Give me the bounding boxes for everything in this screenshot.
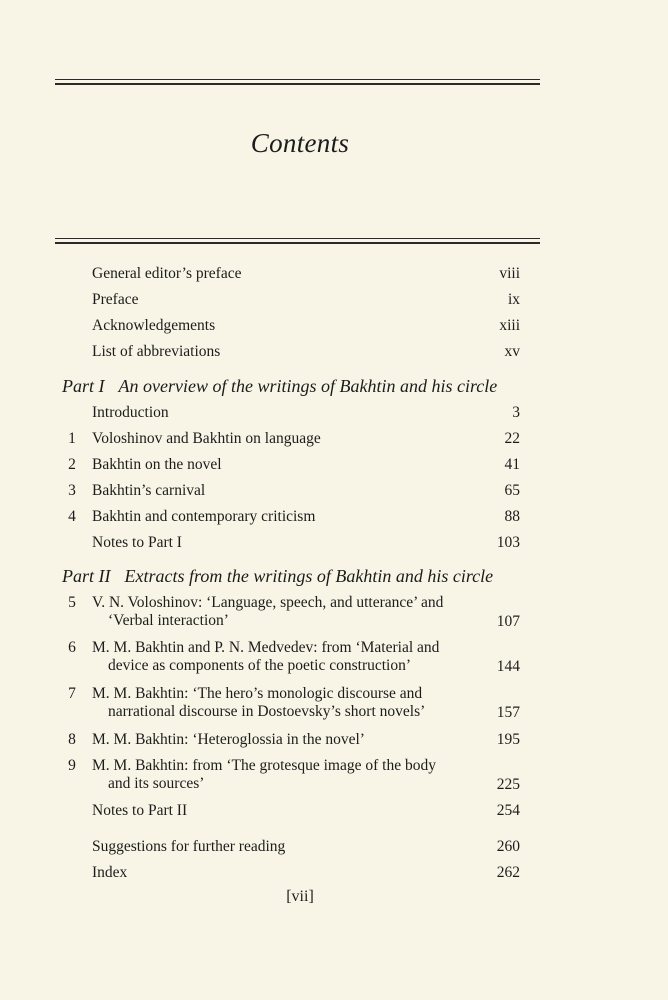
rule-line (55, 242, 540, 244)
entry-page: 144 (496, 658, 520, 675)
chapter-number: 1 (68, 430, 76, 447)
entry-page: 103 (496, 534, 520, 551)
part-heading-1 (62, 376, 497, 396)
entry-page: ix (507, 291, 520, 308)
entry-page: 65 (504, 482, 520, 499)
entry-title-line: M. M. Bakhtin: ‘The hero’s monologic discourse and (92, 685, 423, 702)
entry-page: 262 (496, 864, 520, 881)
chapter-number: 6 (68, 639, 76, 656)
rule-line (55, 238, 540, 239)
entry-page: 41 (504, 456, 520, 473)
part-label: Part I (62, 376, 105, 396)
entry-title-line: and its sources’ (108, 775, 205, 792)
part-label: Part II (62, 566, 111, 586)
entry-title (92, 757, 472, 793)
entry-title: Bakhtin on the novel (92, 456, 222, 473)
entry-page: 225 (496, 776, 520, 793)
bottom-rule (55, 238, 540, 244)
entry-title-line: device as components of the poetic construction’ (108, 657, 412, 674)
entry-title: Index (92, 864, 128, 881)
entry-page: 107 (496, 613, 520, 630)
entry-title: Bakhtin and contemporary criticism (92, 508, 316, 525)
entry-title: M. M. Bakhtin: ‘Heteroglossia in the novel’ (92, 731, 365, 748)
rule-line (55, 83, 540, 85)
entry-title: List of abbreviations (92, 343, 221, 360)
top-rule (55, 79, 540, 85)
rule-line (55, 79, 540, 80)
entry-page: 254 (496, 802, 520, 819)
chapter-number: 4 (68, 508, 76, 525)
entry-title: Notes to Part II (92, 802, 188, 819)
entry-title (92, 639, 472, 675)
part-title: An overview of the writings of Bakhtin and his circle (118, 376, 498, 396)
part-heading-2 (62, 566, 493, 586)
entry-page: 157 (496, 704, 520, 721)
entry-title-line: V. N. Voloshinov: ‘Language, speech, and utterance’ and (92, 594, 444, 611)
entry-title-line: ‘Verbal interaction’ (108, 612, 229, 629)
entry-title: Voloshinov and Bakhtin on language (92, 430, 321, 447)
entry-page: 260 (496, 838, 520, 855)
entry-title (92, 685, 472, 721)
entry-title: Notes to Part I (92, 534, 182, 551)
part-title: Extracts from the writings of Bakhtin and his circle (124, 566, 494, 586)
entry-title-line: narrational discourse in Dostoevsky’s short novels’ (108, 703, 426, 720)
entry-title: General editor’s preface (92, 265, 242, 282)
page-folio: [vii] (286, 888, 314, 905)
entry-page: viii (499, 265, 520, 282)
page-title: Contents (250, 128, 350, 158)
chapter-number: 7 (68, 685, 76, 702)
chapter-number: 5 (68, 594, 76, 611)
entry-title: Preface (92, 291, 139, 308)
entry-title-line: M. M. Bakhtin and P. N. Medvedev: from ‘Material and (92, 639, 440, 656)
chapter-number: 3 (68, 482, 76, 499)
entry-title: Acknowledgements (92, 317, 216, 334)
entry-title: Bakhtin’s carnival (92, 482, 206, 499)
chapter-number: 8 (68, 731, 76, 748)
entry-page: 195 (496, 731, 520, 748)
entry-page: xv (504, 343, 520, 360)
entry-page: 88 (504, 508, 520, 525)
entry-page: 22 (504, 430, 520, 447)
entry-page: xiii (499, 317, 520, 334)
entry-page: 3 (512, 404, 520, 421)
entry-title: Suggestions for further reading (92, 838, 286, 855)
entry-title-line: M. M. Bakhtin: from ‘The grotesque image of the body (92, 757, 436, 774)
chapter-number: 2 (68, 456, 76, 473)
entry-title: Introduction (92, 404, 169, 421)
entry-title (92, 594, 472, 630)
chapter-number: 9 (68, 757, 76, 774)
